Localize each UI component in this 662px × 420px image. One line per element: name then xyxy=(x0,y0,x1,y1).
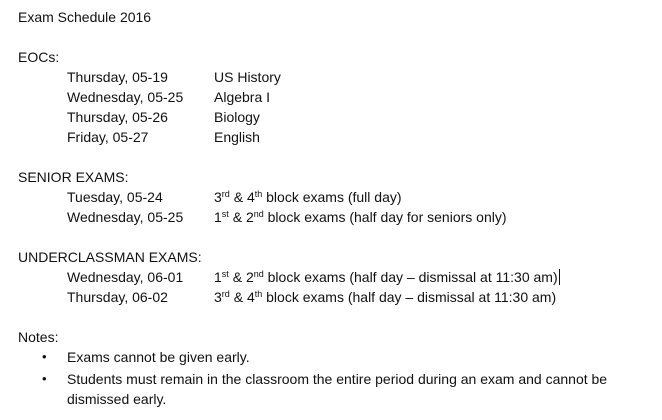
underclassman-exam-description: 3rd & 4th block exams (half day – dismissal at 11:30 am) xyxy=(214,289,557,305)
senior-exam-description: 1st & 2nd block exams (half day for seniors only) xyxy=(214,209,507,225)
document-title: Exam Schedule 2016 xyxy=(18,9,152,25)
note-item: Students must remain in the classroom the entire period during an exam and cannot be dismissed early. xyxy=(67,371,608,407)
underclassman-exam-description: 1st & 2nd block exams (half day – dismissal at 11:30 am) xyxy=(214,269,558,285)
bullet-icon: • xyxy=(42,349,47,364)
underclassman-exam-date: Wednesday, 06-01 xyxy=(67,269,184,285)
eoc-date: Friday, 05-27 xyxy=(67,129,149,145)
senior-exams-heading: SENIOR EXAMS: xyxy=(18,169,129,185)
eoc-subject: English xyxy=(214,129,260,145)
bullet-icon: • xyxy=(42,371,47,386)
eoc-subject: US History xyxy=(214,69,281,85)
eoc-subject: Biology xyxy=(214,109,260,125)
notes-heading: Notes: xyxy=(18,329,59,345)
text-cursor xyxy=(559,269,560,285)
eoc-date: Thursday, 05-19 xyxy=(67,69,168,85)
senior-exam-description: 3rd & 4th block exams (full day) xyxy=(214,189,402,205)
note-item: Exams cannot be given early. xyxy=(67,349,250,365)
senior-exam-date: Wednesday, 05-25 xyxy=(67,209,184,225)
eocs-heading: EOCs: xyxy=(18,49,60,65)
eoc-date: Wednesday, 05-25 xyxy=(67,89,184,105)
eoc-subject: Algebra I xyxy=(214,89,271,105)
underclassman-exams-heading: UNDERCLASSMAN EXAMS: xyxy=(18,249,202,265)
eoc-date: Thursday, 05-26 xyxy=(67,109,168,125)
underclassman-exam-date: Thursday, 06-02 xyxy=(67,289,168,305)
senior-exam-date: Tuesday, 05-24 xyxy=(67,189,163,205)
